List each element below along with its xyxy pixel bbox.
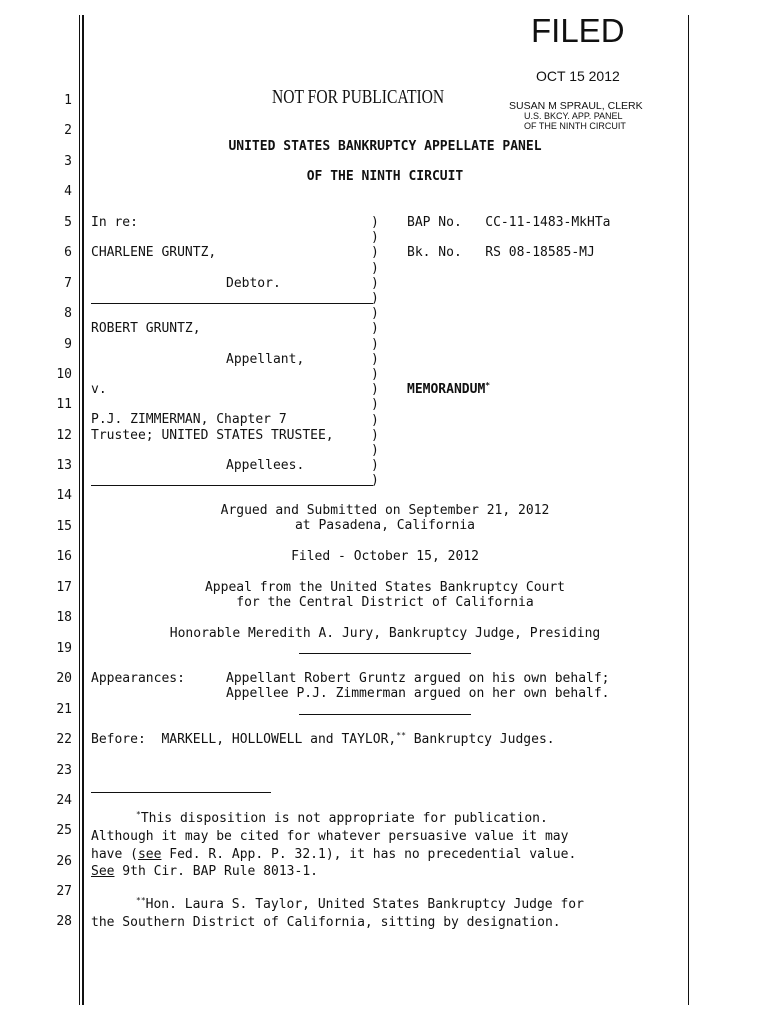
appearances-label: Appearances: (91, 671, 185, 686)
memorandum-title (407, 382, 490, 397)
filed-line: Filed - October 15, 2012 (291, 549, 479, 564)
line-number: 22 (56, 732, 72, 747)
footnote-1-line3 (91, 847, 576, 862)
caption-divider-bottom (91, 485, 373, 486)
line-number: 14 (56, 488, 72, 503)
caption-appellees-line2: Trustee; UNITED STATES TRUSTEE, (91, 428, 334, 443)
footnote-marker: * (136, 810, 141, 819)
footnote-1-line4 (91, 864, 318, 879)
line-number: 13 (56, 458, 72, 473)
filed-date: OCT 15 2012 (536, 68, 620, 84)
argued-line1: Argued and Submitted on September 21, 2012 (220, 503, 550, 518)
judge-line: Honorable Meredith A. Jury, Bankruptcy Judge, Presiding (169, 626, 601, 641)
footnote-1-line2: Although it may be cited for whatever persuasive value it may (91, 829, 569, 844)
line-number: 4 (64, 184, 72, 199)
filed-stamp: FILED (531, 12, 625, 49)
caption-parens: ) ) ) ) ) ) ) ) ) ) ) ) ) ) ) ) ) ) (371, 215, 379, 489)
right-margin-line (688, 15, 689, 1005)
caption-appellees-role: Appellees. (226, 458, 305, 473)
line-number: 19 (56, 641, 72, 656)
separator-rule (299, 714, 471, 715)
court-name-line1: UNITED STATES BANKRUPTCY APPELLATE PANEL (228, 139, 542, 154)
line-number: 2 (64, 123, 72, 138)
line-number: 24 (56, 793, 72, 808)
footnote-text: 9th Cir. BAP Rule 8013-1. (114, 864, 318, 879)
bk-number: Bk. No. RS 08-18585-MJ (407, 245, 595, 260)
argued-line2: at Pasadena, California (294, 518, 475, 533)
appearances-line1: Appellant Robert Gruntz argued on his own behalf; (226, 671, 610, 686)
caption-debtor-name: CHARLENE GRUNTZ, (91, 245, 217, 260)
footnote-2-line2: the Southern District of California, sitting by designation. (91, 915, 561, 930)
line-number: 10 (56, 367, 72, 382)
line-number: 1 (64, 93, 72, 108)
footnote-2-line1 (136, 897, 584, 912)
footnote-text: Fed. R. App. P. 32.1), it has no precedential value. (161, 847, 577, 862)
line-number: 12 (56, 428, 72, 443)
caption-appellees-line1: P.J. ZIMMERMAN, Chapter 7 (91, 412, 287, 427)
clerk-office-line1: U.S. BKCY. APP. PANEL (524, 111, 623, 121)
line-number: 27 (56, 884, 72, 899)
caption-appellant-role: Appellant, (226, 352, 305, 367)
line-number: 15 (56, 519, 72, 534)
footnote-text: Hon. Laura S. Taylor, United States Bankruptcy Judge for (145, 897, 584, 912)
caption-versus: v. (91, 382, 107, 397)
line-number: 6 (64, 245, 72, 260)
footnote-separator (91, 792, 271, 793)
line-number: 28 (56, 914, 72, 929)
caption-divider (91, 303, 373, 304)
line-number: 3 (64, 154, 72, 169)
footnote-marker: * (485, 381, 491, 390)
footnote-see: See (91, 864, 115, 879)
line-number: 16 (56, 549, 72, 564)
footnote-text: have ( (91, 847, 138, 862)
before-text-suffix: Bankruptcy Judges. (405, 732, 555, 747)
appearances-line2: Appellee P.J. Zimmerman argued on her own behalf. (226, 686, 610, 701)
appeal-line2: for the Central District of California (236, 595, 534, 610)
memorandum-label: MEMORANDUM (407, 382, 486, 397)
appeal-line1: Appeal from the United States Bankruptcy Court (204, 580, 566, 595)
separator-rule (299, 653, 471, 654)
line-number: 9 (64, 337, 72, 352)
footnote-marker: ** (396, 731, 406, 740)
caption-appellant-name: ROBERT GRUNTZ, (91, 321, 201, 336)
line-number: 26 (56, 854, 72, 869)
footnote-see: see (137, 847, 162, 862)
caption-debtor-role: Debtor. (226, 276, 281, 291)
line-number: 17 (56, 580, 72, 595)
line-number: 18 (56, 610, 72, 625)
caption-in-re: In re: (91, 215, 138, 230)
left-margin-double-line (79, 15, 80, 1005)
line-number: 5 (64, 215, 72, 230)
line-number: 25 (56, 823, 72, 838)
line-number: 11 (56, 397, 72, 412)
line-number: 21 (56, 702, 72, 717)
before-line (91, 732, 555, 747)
footnote-text: This disposition is not appropriate for publication. (140, 811, 548, 826)
line-number: 7 (64, 276, 72, 291)
before-text: Before: MARKELL, HOLLOWELL and TAYLOR, (91, 732, 397, 747)
clerk-name: SUSAN M SPRAUL, CLERK (509, 100, 643, 112)
line-number: 23 (56, 763, 72, 778)
line-number: 8 (64, 306, 72, 321)
not-for-publication: NOT FOR PUBLICATION (272, 86, 445, 108)
clerk-office-line2: OF THE NINTH CIRCUIT (524, 121, 626, 131)
footnote-1-line1 (136, 811, 548, 826)
court-name-line2: OF THE NINTH CIRCUIT (306, 169, 464, 184)
footnote-marker: ** (136, 896, 146, 905)
line-number: 20 (56, 671, 72, 686)
bap-number: BAP No. CC-11-1483-MkHTa (407, 215, 611, 230)
left-margin-double-line-inner (82, 15, 84, 1005)
